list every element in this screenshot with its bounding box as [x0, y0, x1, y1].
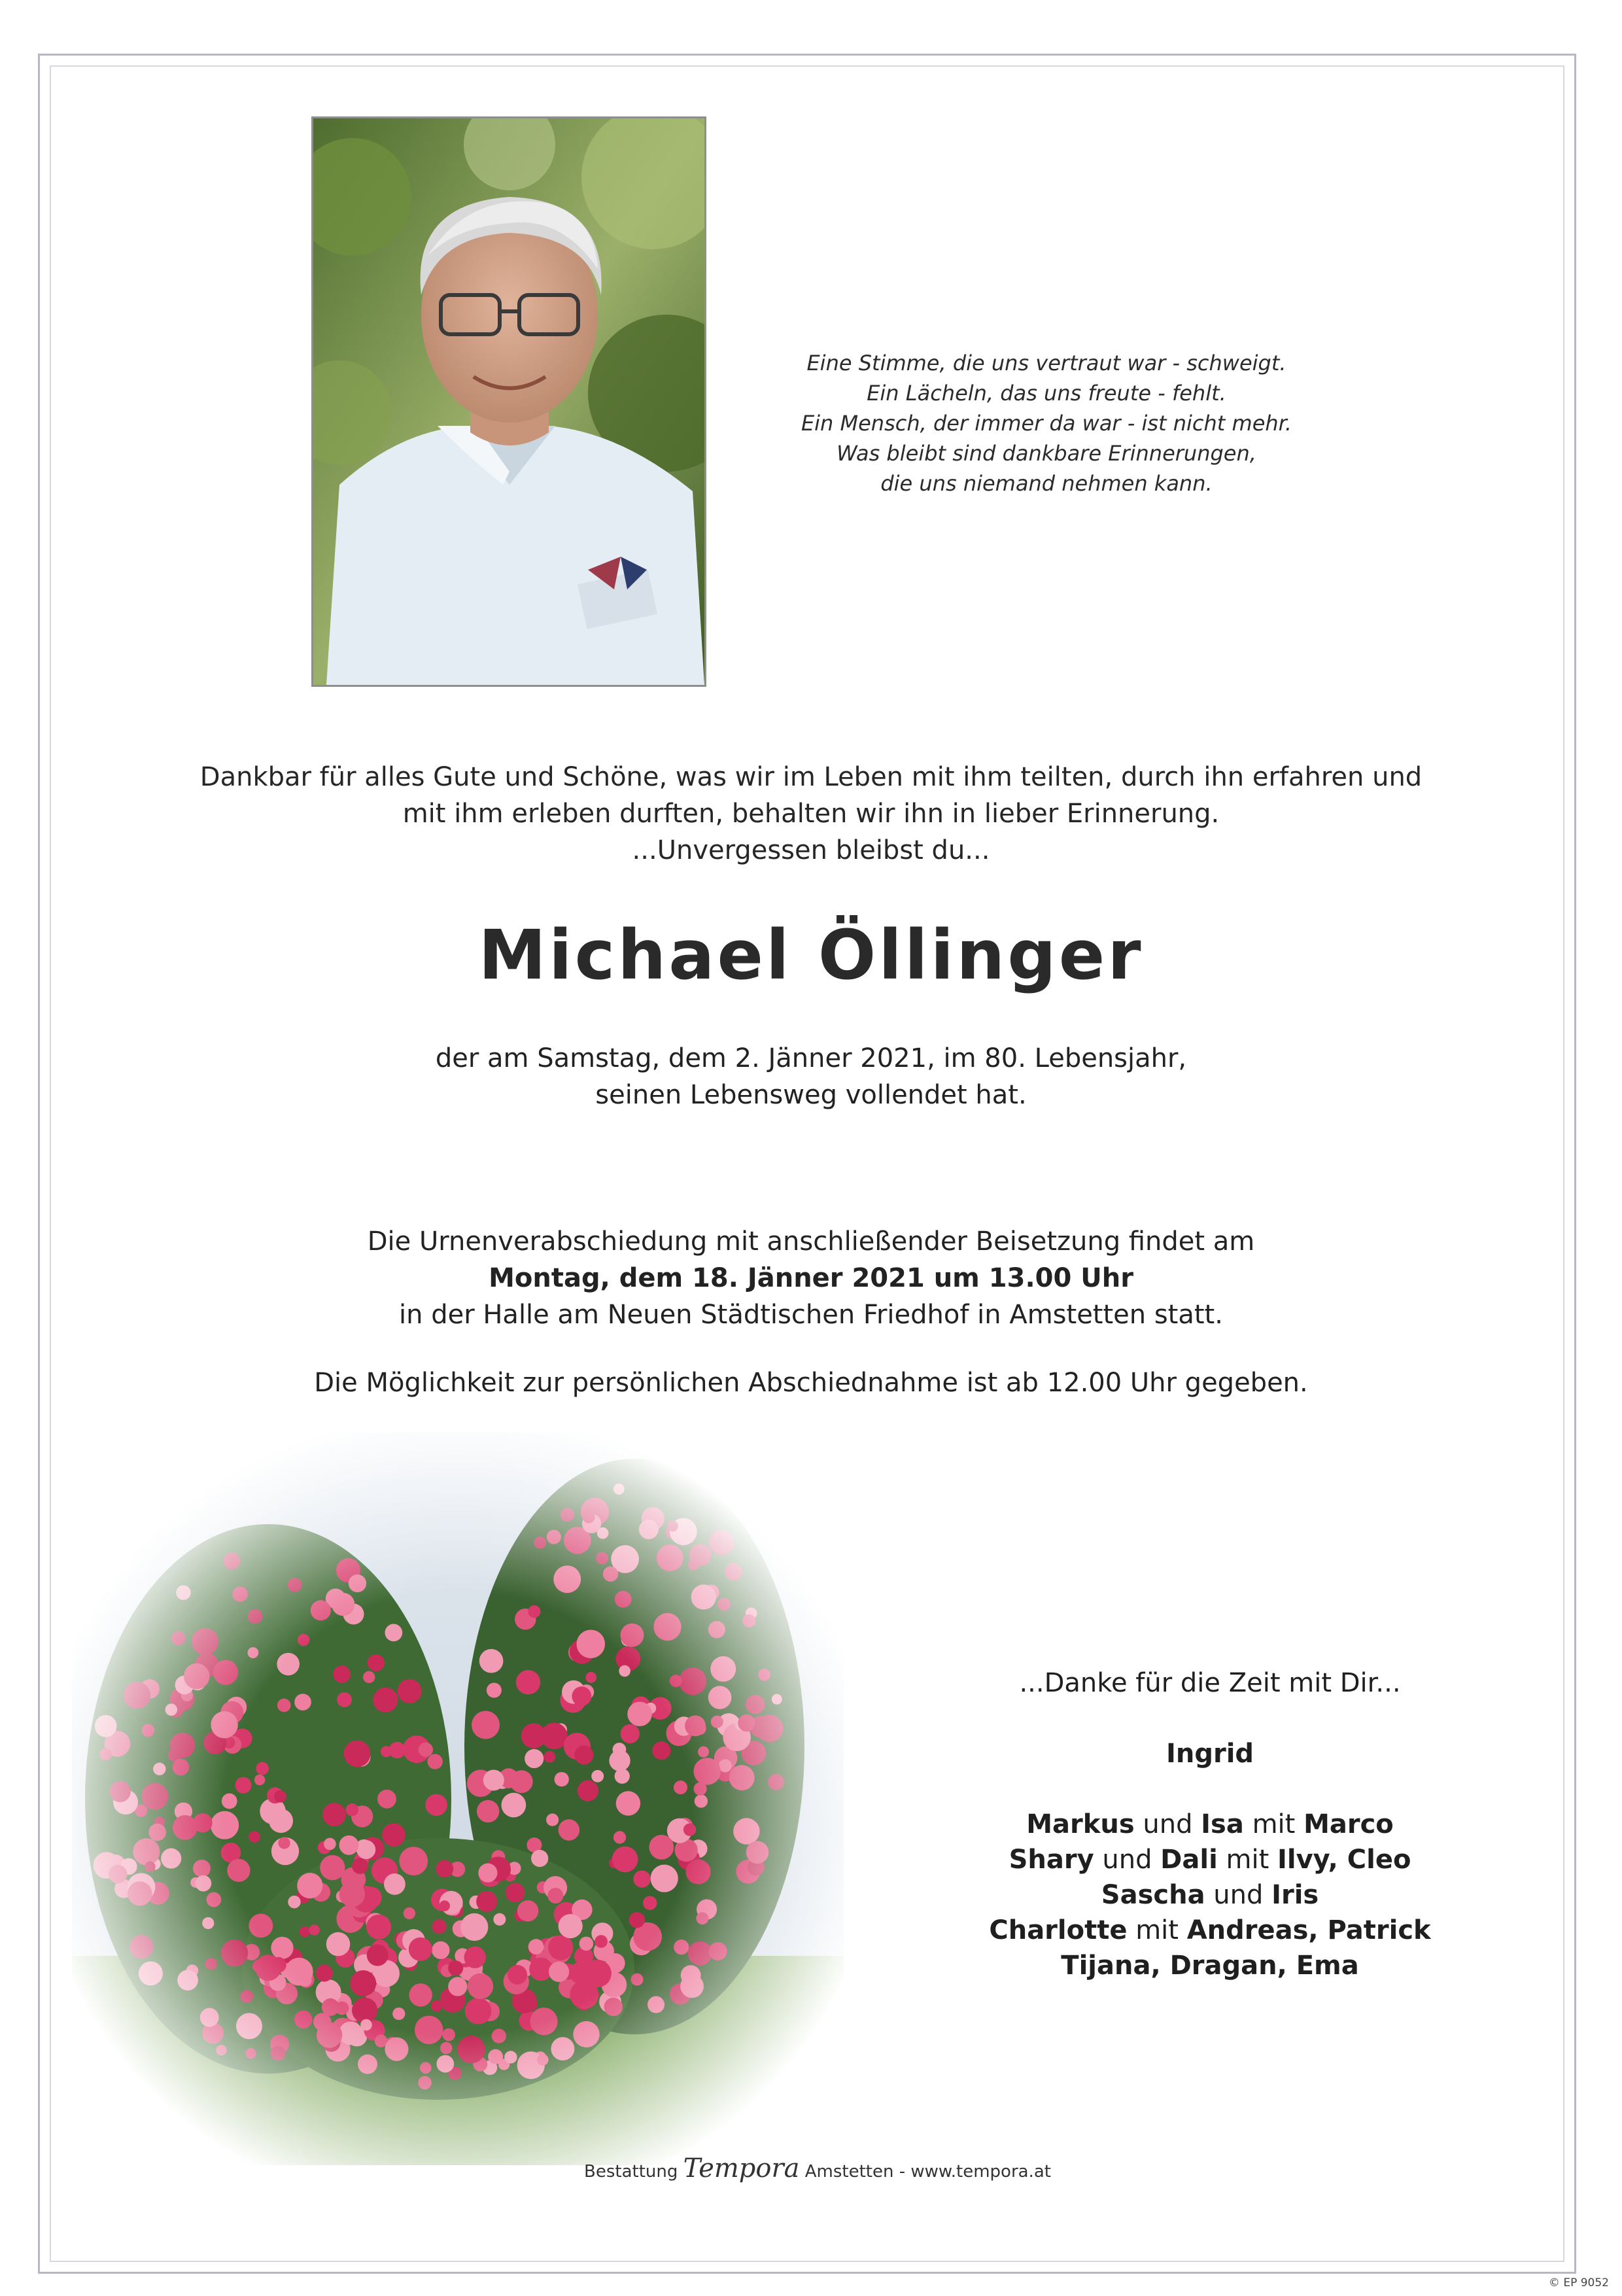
family-line: Sascha und Iris: [1101, 1880, 1319, 1910]
intro-line: Dankbar für alles Gute und Schöne, was wir im Leben mit ihm teilten, durch ihn erfahren und: [199, 762, 1423, 792]
funeral-date: Montag, dem 18. Jänner 2021 um 13.00 Uhr: [489, 1263, 1133, 1293]
family-line: Markus und Isa mit Marco: [1026, 1809, 1394, 1839]
death-notice-text: [105, 1040, 1517, 1113]
farewell-info: [105, 1365, 1517, 1401]
footer-suffix: Amstetten - www.tempora.at: [804, 2162, 1051, 2182]
intro-line: mit ihm erleben durften, behalten wir ihn in lieber Erinnerung.: [402, 799, 1220, 829]
document-code: © EP 9052: [1548, 2276, 1609, 2289]
family-line: Shary und Dali mit Ilvy, Cleo: [1009, 1845, 1411, 1875]
family-line: Charlotte mit Andreas, Patrick: [989, 1915, 1431, 1945]
funeral-info: [105, 1223, 1517, 1333]
poem-line: Ein Mensch, der immer da war - ist nicht mehr.: [801, 411, 1292, 436]
family-list: [968, 1665, 1452, 1983]
poem: [752, 348, 1341, 498]
intro-line: ...Unvergessen bleibst du...: [632, 835, 990, 865]
portrait-photo: [311, 116, 706, 687]
poem-line: Ein Lächeln, das uns freute - fehlt.: [867, 381, 1226, 406]
death-notice-line: seinen Lebensweg vollendet hat.: [595, 1080, 1027, 1110]
funeral-line: Die Urnenverabschiedung mit anschließender Beisetzung findet am: [367, 1226, 1255, 1257]
death-notice-line: der am Samstag, dem 2. Jänner 2021, im 80. Lebensjahr,: [435, 1043, 1187, 1073]
funeral-home-footer: [576, 2153, 1060, 2183]
poem-line: die uns niemand nehmen kann.: [880, 471, 1213, 496]
spouse-name: Ingrid: [1165, 1739, 1254, 1769]
poem-line: Was bleibt sind dankbare Erinnerungen,: [837, 441, 1256, 466]
poem-line: Eine Stimme, die uns vertraut war - schweigt.: [806, 351, 1286, 375]
funeral-home-logo: Tempora: [683, 2153, 800, 2183]
rose-bush-photo: [72, 1433, 844, 2165]
deceased-name: [105, 916, 1517, 994]
deceased-name-text: Michael Öllinger: [478, 915, 1144, 995]
footer-prefix: Bestattung: [584, 2162, 678, 2182]
family-line: Tijana, Dragan, Ema: [1061, 1951, 1359, 1981]
farewell-line: Die Möglichkeit zur persönlichen Abschiednahme ist ab 12.00 Uhr gegeben.: [314, 1368, 1308, 1398]
thanks-line: ...Danke für die Zeit mit Dir...: [1019, 1668, 1401, 1698]
intro-text: [105, 759, 1517, 869]
funeral-location: in der Halle am Neuen Städtischen Friedhof in Amstetten statt.: [399, 1300, 1223, 1330]
